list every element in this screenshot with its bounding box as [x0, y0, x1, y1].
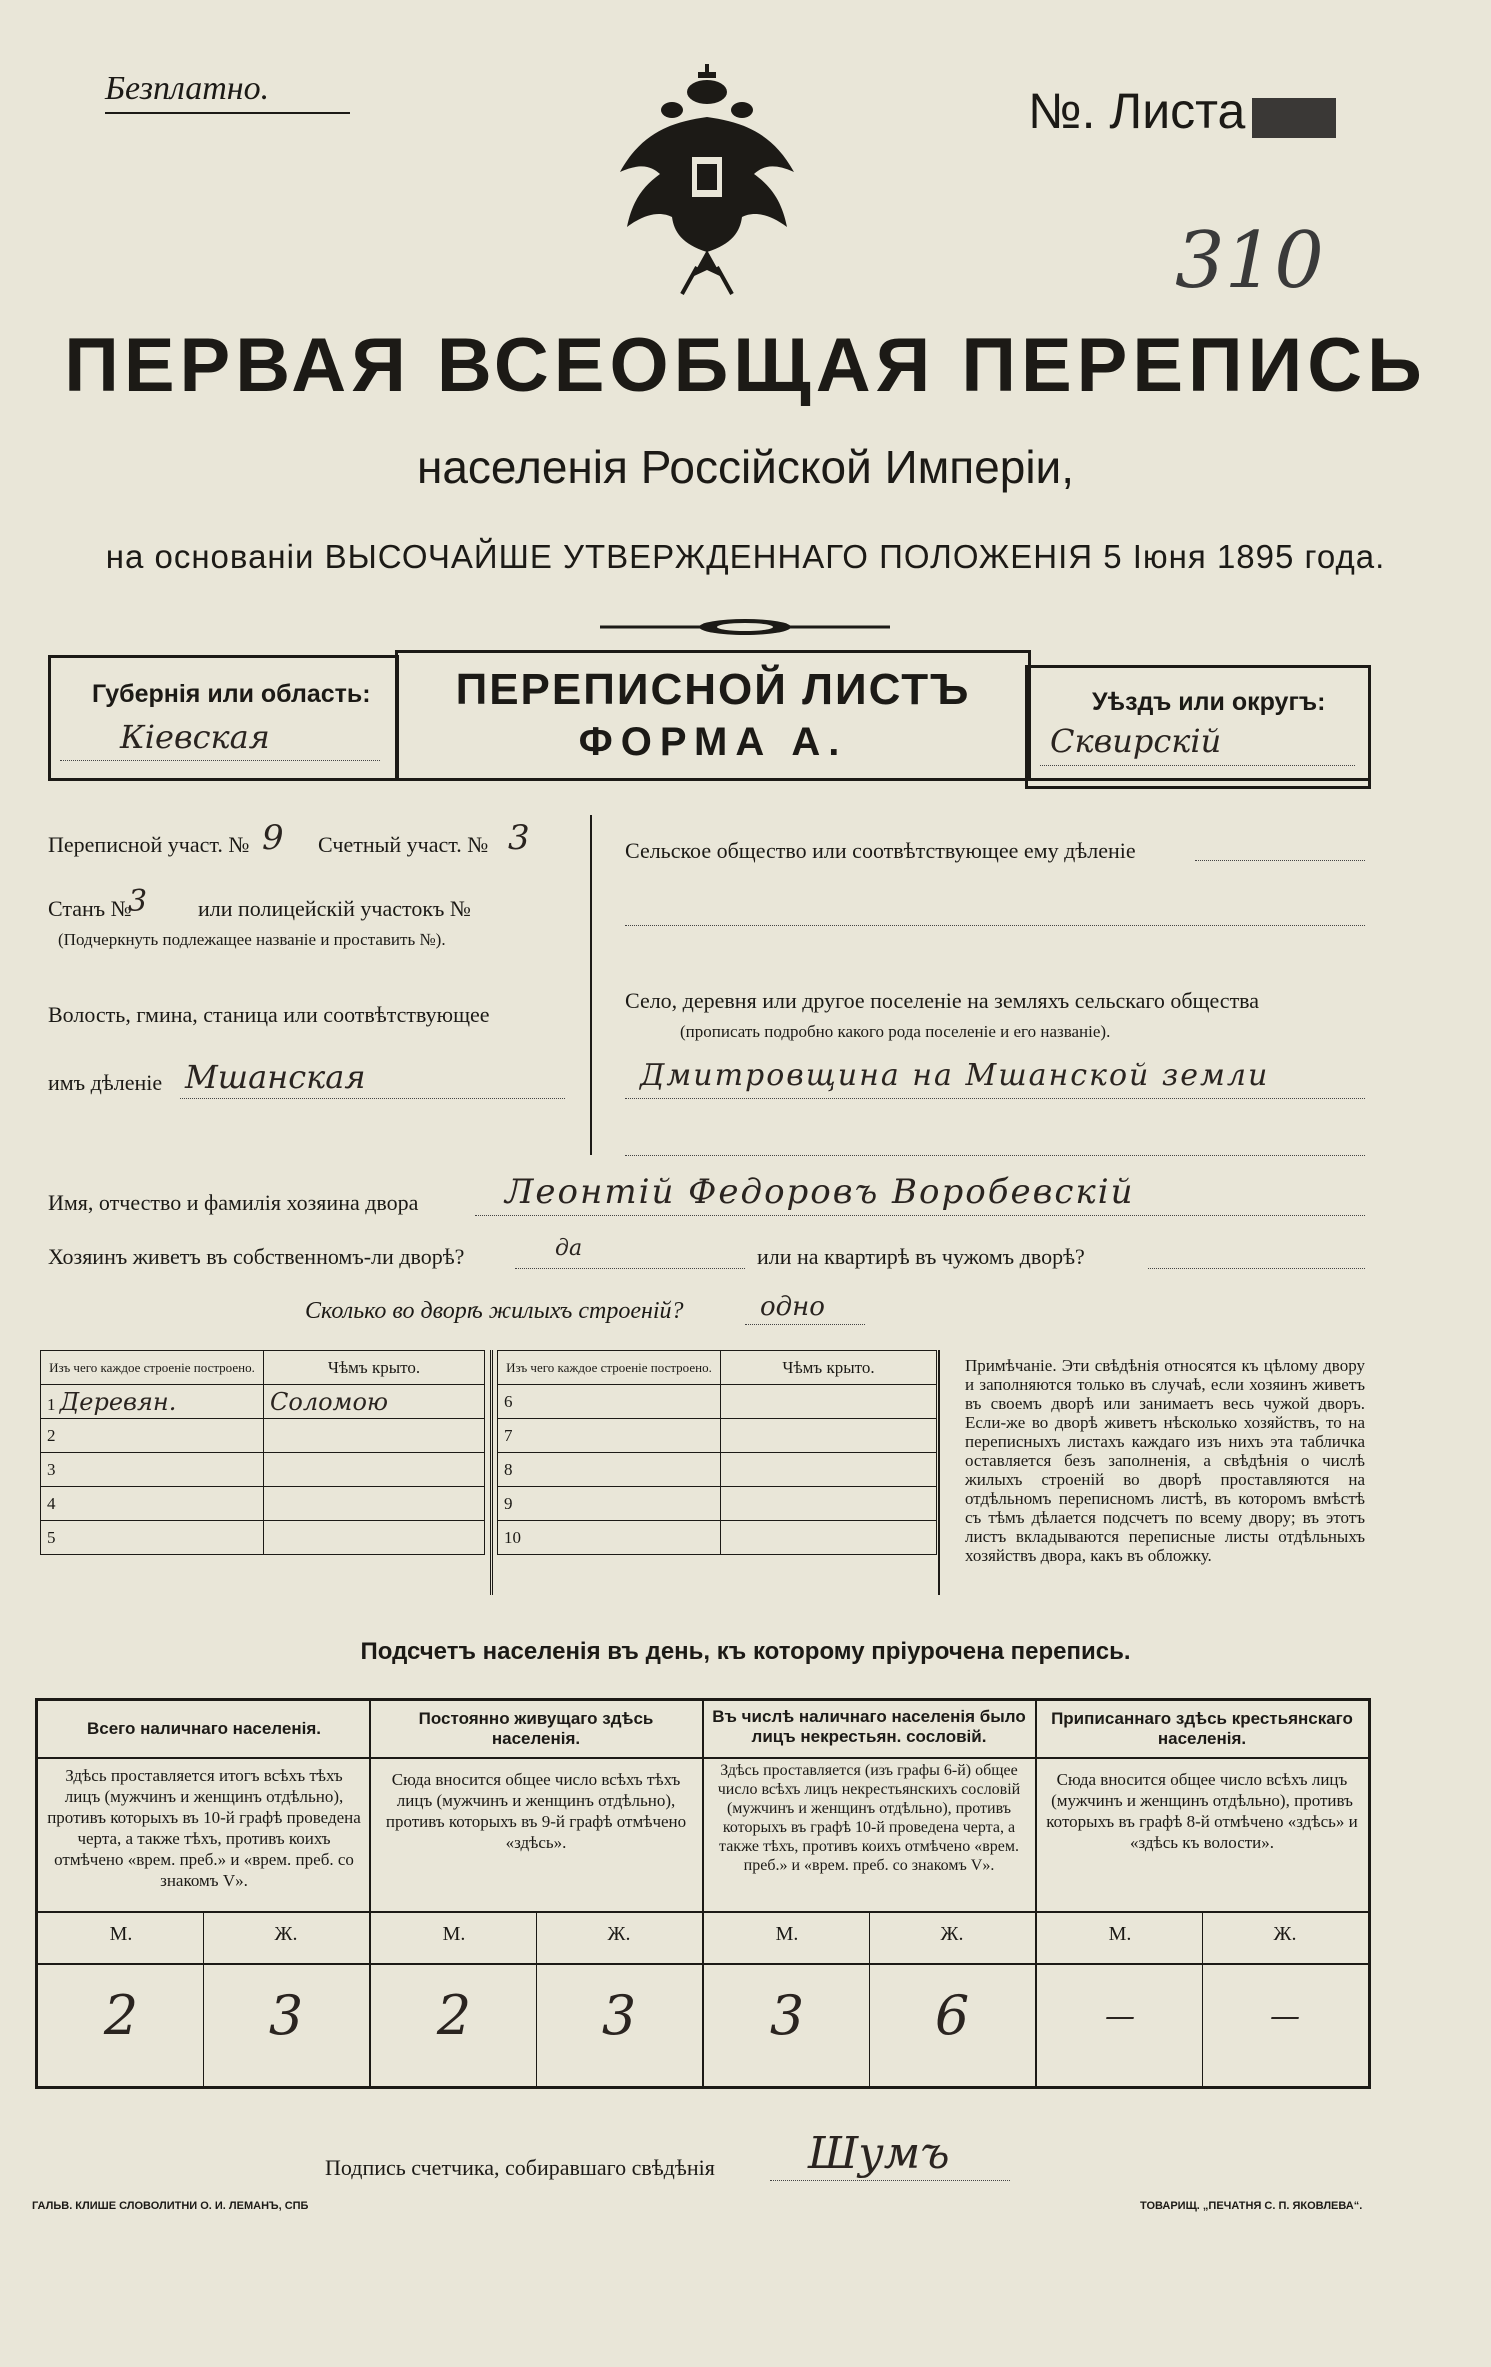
count-col-3-head: Въ числѣ наличнаго населенія было лицъ некрестьян. сословій. — [712, 1707, 1026, 1746]
count-col-1-f-label: Ж. — [274, 1923, 298, 1945]
count-col-3-m-label: М. — [775, 1923, 799, 1945]
count-col-1-desc: Здѣсь проставляется итогъ всѣхъ тѣхъ лицъ (мужчинъ и женщинъ отдѣльно), противъ которыхъ въ 10-й графѣ проведена черта, а также тѣхъ, противъ коихъ отмѣчено «врем. преб.» и «врем. преб. со знакомъ V». — [47, 1766, 361, 1890]
redaction-mark — [1252, 98, 1336, 138]
count-col-2-f-value: 3 — [601, 1984, 637, 2047]
row-number: 10 — [504, 1527, 521, 1547]
owner-rent-line — [1148, 1268, 1365, 1269]
count-col-4-f-value: — — [1270, 1999, 1300, 2034]
table-cell — [498, 1521, 721, 1555]
selo-note: (прописать подробно какого рода поселеніе и его названіе). — [680, 1022, 1111, 1041]
buildings-line — [745, 1324, 865, 1325]
uezd-line — [1040, 765, 1355, 766]
table-cell — [264, 1419, 485, 1453]
form-title: ПЕРЕПИСНОЙ ЛИСТЪ — [455, 665, 971, 714]
mf-divider — [203, 1911, 204, 2086]
schet-uch-value: 3 — [508, 818, 530, 858]
count-col-2-f-label: Ж. — [607, 1923, 631, 1945]
table-cell — [498, 1487, 721, 1521]
table-cell — [498, 1385, 721, 1419]
coat-of-arms-emblem — [612, 62, 802, 297]
row-number: 1 — [47, 1394, 56, 1414]
volost-label-2: имъ дѣленіе — [48, 1070, 163, 1095]
gubernia-value: Кіевская — [120, 718, 270, 756]
selskoe-line-1 — [1195, 860, 1365, 861]
col-material-header: Изъ чего каждое строеніе построено. — [498, 1351, 721, 1385]
row-number: 4 — [47, 1493, 56, 1513]
selskoe-line-2 — [625, 925, 1365, 926]
table-cell — [264, 1487, 485, 1521]
count-col-2-head: Постоянно живущаго здѣсь населенія. — [418, 1709, 654, 1748]
owner-name-label: Имя, отчество и фамилія хозяина двора — [48, 1190, 419, 1215]
page-title: ПЕРВАЯ ВСЕОБЩАЯ ПЕРЕПИСЬ — [64, 323, 1427, 408]
owner-rent-label: или на квартирѣ въ чужомъ дворѣ? — [757, 1244, 1085, 1269]
buildings-note: Примѣчаніе. Эти свѣдѣнія относятся къ цѣлому двору и заполняются только въ случаѣ, если хозяинъ живетъ въ своемъ дворѣ или занимаетъ весь чужой дворъ. Если-же во дворѣ живетъ нѣсколько хозяйствъ, то на переписныхъ листахъ каждаго изъ нихъ эта табличка оставляется безъ заполненія, а свѣдѣнія о числѣ жилыхъ строеній во дворѣ проставляются на отдѣльномъ переписномъ листѣ, въ которомъ вмѣстѣ съ тѣмъ дѣлается подсчетъ по всему двору; въ этотъ листъ вкладываются переписные листы отдѣльныхъ хозяйствъ двора, какъ въ обложку. — [965, 1356, 1365, 1565]
ornament-divider — [600, 618, 890, 636]
volost-value: Мшанская — [185, 1058, 366, 1096]
col-roof-header: Чѣмъ крыто. — [721, 1351, 937, 1385]
volost-label: Волость, гмина, станица или соотвѣтствующее — [48, 1002, 490, 1027]
selo-line-2 — [625, 1155, 1365, 1156]
count-col-4-m-value: — — [1105, 1999, 1135, 2034]
mf-row-rule — [38, 1963, 1368, 1965]
perepis-uch-value: 9 — [262, 818, 284, 858]
count-col-3-m-value: 3 — [769, 1984, 805, 2047]
count-col-2-desc: Сюда вносится общее число всѣхъ тѣхъ лицъ (мужчинъ и женщинъ отдѣльно), противъ которыхъ въ 9-й графѣ отмѣчено «здѣсь». — [385, 1770, 687, 1852]
count-table — [35, 1698, 1371, 2089]
table-cell — [721, 1453, 937, 1487]
count-col-2-m-label: М. — [442, 1923, 466, 1945]
uezd-value: Сквирскій — [1050, 722, 1222, 760]
owner-name-value: Леонтій Федоровъ Воробевскій — [505, 1172, 1135, 1212]
legal-basis: на основаніи ВЫСОЧАЙШЕ УТВЕРЖДЕННАГО ПОЛОЖЕНІЯ 5 Іюня 1895 года. — [105, 538, 1386, 575]
underline-note: (Подчеркнуть подлежащее названіе и проставить №). — [58, 930, 446, 949]
mf-divider — [869, 1911, 870, 2086]
free-underline — [105, 112, 350, 114]
footer-right: ТОВАРИЩ. „ПЕЧАТНЯ С. П. ЯКОВЛЕВА“. — [1140, 2200, 1363, 2212]
count-col-1-head: Всего наличнаго населенія. — [87, 1719, 321, 1738]
stan-label: Станъ № — [48, 896, 132, 921]
count-col-2-m-value: 2 — [436, 1984, 472, 2047]
schet-uch-label: Счетный участ. № — [318, 832, 489, 857]
table-cell — [721, 1385, 937, 1419]
col-material-header: Изъ чего каждое строеніе построено. — [41, 1351, 264, 1385]
count-col-3-f-value: 6 — [934, 1984, 970, 2047]
count-col-3-f-label: Ж. — [940, 1923, 964, 1945]
table-cell — [721, 1521, 937, 1555]
buildings-label: Сколько во дворѣ жилыхъ строеній? — [305, 1298, 684, 1324]
count-col-4-f-label: Ж. — [1273, 1923, 1297, 1945]
signature-line — [770, 2180, 1010, 2181]
buildings-value: одно — [760, 1292, 825, 1322]
table-cell — [264, 1453, 485, 1487]
table-divider — [490, 1350, 493, 1595]
col-roof-header: Чѣмъ крыто. — [264, 1351, 485, 1385]
row-number: 7 — [504, 1425, 513, 1445]
gubernia-line — [60, 760, 380, 761]
signature-label: Подпись счетчика, собиравшаго свѣдѣнія — [325, 2155, 715, 2180]
gubernia-label: Губернія или область: — [92, 680, 371, 708]
table-cell — [721, 1419, 937, 1453]
owner-lives-label: Хозяинъ живетъ въ собственномъ-ли дворѣ? — [48, 1244, 465, 1269]
table-cell — [41, 1453, 264, 1487]
table-cell — [498, 1419, 721, 1453]
header-rule — [48, 778, 1368, 781]
row-number: 9 — [504, 1493, 513, 1513]
stan-value: 3 — [128, 884, 148, 919]
header-row-rule — [38, 1757, 1368, 1759]
form-subtitle: ФОРМА А. — [578, 720, 848, 764]
count-title: Подсчетъ населенія въ день, къ которому пріурочена перепись. — [360, 1638, 1131, 1665]
selskoe-label: Сельское общество или соотвѣтствующее ему дѣленіе — [625, 838, 1136, 863]
vertical-separator — [590, 815, 592, 1155]
footer-left: ГАЛЬВ. КЛИШЕ СЛОВОЛИТНИ О. И. ЛЕМАНЪ, СПБ — [32, 2200, 309, 2212]
mf-divider — [1202, 1911, 1203, 2086]
free-label: Безплатно. — [105, 70, 270, 107]
sheet-number-label: №. Листа — [1028, 83, 1246, 139]
sheet-number-handwritten: 310 — [1175, 216, 1324, 306]
volost-line — [180, 1098, 565, 1099]
count-col-4-m-label: М. — [1108, 1923, 1132, 1945]
material-value: Деревян. — [59, 1387, 177, 1416]
selo-value: Дмитровщина на Мшанской земли — [640, 1058, 1270, 1093]
desc-row-rule — [38, 1911, 1368, 1913]
table-cell — [721, 1487, 937, 1521]
selo-line-1 — [625, 1098, 1365, 1099]
owner-name-line — [475, 1215, 1365, 1216]
table-cell — [41, 1521, 264, 1555]
perepis-uch-label: Переписной участ. № — [48, 832, 250, 857]
count-col-4-head: Приписаннаго здѣсь крестьянскаго населенія. — [1051, 1709, 1353, 1748]
row-number: 5 — [47, 1527, 56, 1547]
table-cell — [41, 1385, 264, 1419]
count-col-1-m-value: 2 — [103, 1984, 139, 2047]
page-subtitle: населенія Россійской Имперіи, — [416, 441, 1075, 493]
row-number: 3 — [47, 1459, 56, 1479]
count-col-1-m-label: М. — [109, 1923, 133, 1945]
row-number: 2 — [47, 1425, 56, 1445]
buildings-table-right — [497, 1350, 937, 1555]
roof-value: Соломою — [270, 1387, 389, 1416]
table-cell — [264, 1385, 485, 1419]
mf-divider — [536, 1911, 537, 2086]
signature-value: Шумъ — [808, 2128, 950, 2179]
count-col-4-desc: Сюда вносится общее число всѣхъ лицъ (мужчинъ и женщинъ отдѣльно), противъ которыхъ въ графѣ 8-й отмѣчено «здѣсь» и «здѣсь къ волости». — [1046, 1770, 1358, 1852]
count-col-1-f-value: 3 — [268, 1984, 304, 2047]
buildings-table-left — [40, 1350, 485, 1555]
owner-lives-value: да — [555, 1236, 583, 1261]
selo-label: Село, деревня или другое поселеніе на земляхъ сельскаго общества — [625, 988, 1260, 1013]
owner-lives-line — [515, 1268, 745, 1269]
row-number: 6 — [504, 1391, 513, 1411]
table-cell — [264, 1521, 485, 1555]
police-label: или полицейскій участокъ № — [198, 896, 471, 921]
table-cell — [41, 1419, 264, 1453]
table-cell — [498, 1453, 721, 1487]
table-cell — [41, 1487, 264, 1521]
count-col-3-desc: Здѣсь проставляется (изъ графы 6-й) общее число всѣхъ лицъ некрестьянскихъ сословій (мужчинъ и женщинъ отдѣльно), противъ которыхъ въ графѣ 10-й проведена черта, а также тѣхъ, противъ коихъ отмѣчено «врем. преб.» и «врем. преб. со знакомъ V». — [717, 1762, 1021, 1874]
row-number: 8 — [504, 1459, 513, 1479]
uezd-label: Уѣздъ или округъ: — [1092, 688, 1326, 716]
table-right-edge — [938, 1350, 940, 1595]
